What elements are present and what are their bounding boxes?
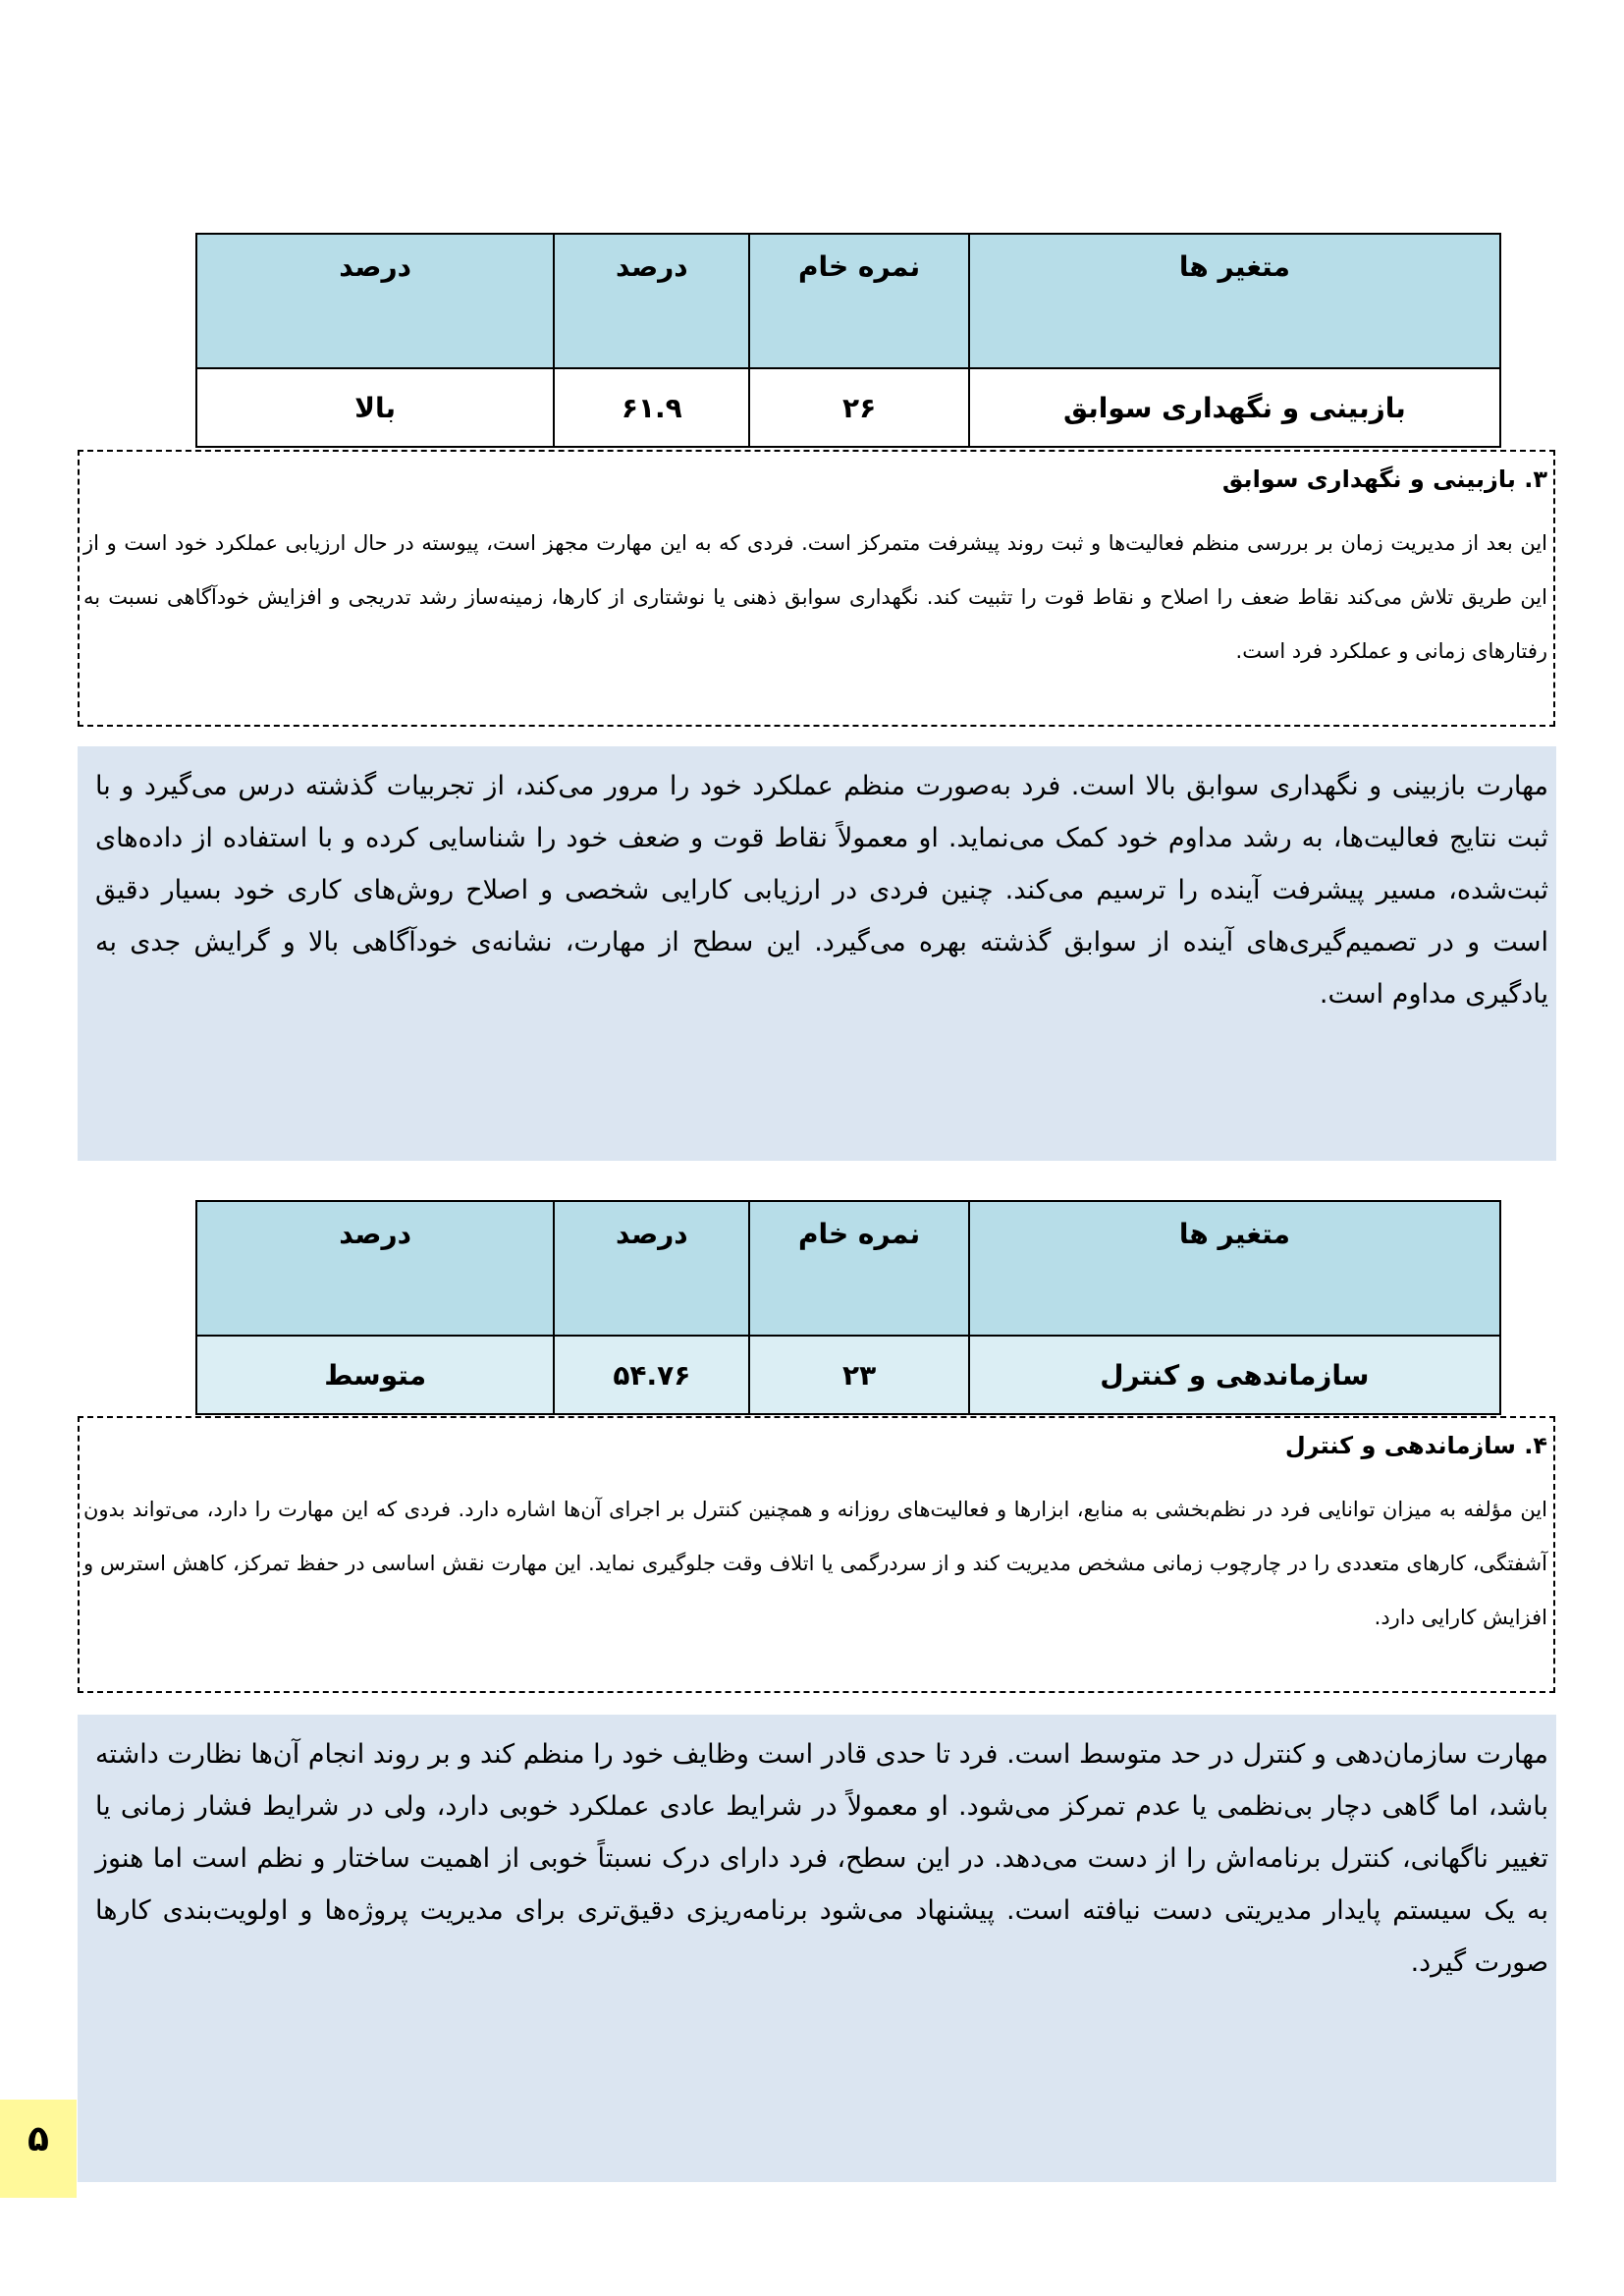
cell-variable: بازبینی و نگهداری سوابق [969,368,1500,447]
description-body: این بعد از مدیریت زمان بر بررسی منظم فعالیت‌ها و ثبت روند پیشرفت متمرکز است. فردی که به این مهارت مجهز است، پیوسته در حال ارزیابی عملکرد خود است و از این طریق تلاش می‌کند نقاط ضعف را اصلاح و نقاط قوت را تثبیت کند. نگهداری سوابق ذهنی یا نوشتاری از کارها، زمینه‌ساز رشد تدریجی و افزایش خودآگاهی نسبت به رفتارهای زمانی و عملکرد فرد است. [83,531,1547,663]
header-level: درصد [196,234,554,368]
cell-raw-score: ۲۳ [749,1336,968,1414]
description-body: این مؤلفه به میزان توانایی فرد در نظم‌بخشی به منابع، ابزارها و فعالیت‌های روزانه و همچنین کنترل بر اجرای آن‌ها اشاره دارد. فردی که این مهارت را دارد، می‌تواند بدون آشفتگی، کارهای متعددی را در چارچوب زمانی مشخص مدیریت کند و از سردرگمی یا اتلاف وقت جلوگیری نماید. این مهارت نقش اساسی در حفظ تمرکز، کاهش استرس و افزایش کارایی دارد. [83,1498,1547,1629]
header-level: درصد [196,1201,554,1336]
header-variables: متغیر ها [969,1201,1500,1336]
header-percent: درصد [554,234,749,368]
description-title: ۴. سازماندهی و کنترل [1284,1432,1547,1459]
table-row [196,368,1500,447]
interpretation-organization-control: مهارت سازمان‌دهی و کنترل در حد متوسط است. فرد تا حدی قادر است وظایف خود را منظم کند و بر روند انجام آن‌ها نظارت داشته باشد، اما گاهی دچار بی‌نظمی یا عدم تمرکز می‌شود. او معمولاً در شرایط عادی عملکرد خوبی دارد، ولی در شرایط فشار زمانی یا تغییر ناگهانی، کنترل برنامه‌اش را از دست می‌دهد. در این سطح، فرد دارای درک نسبتاً خوبی از اهمیت ساختار و نظم است اما هنوز به یک سیستم پایدار مدیریتی دست نیافته است. پیشنهاد می‌شود برنامه‌ریزی دقیق‌تری برای مدیریت پروژه‌ها و اولویت‌بندی کارها صورت گیرد. [78,1715,1556,2182]
header-percent: درصد [554,1201,749,1336]
table-header-row [196,234,1500,368]
description-box-record-review [78,450,1555,727]
score-table-organization-control [195,1200,1501,1415]
interpretation-record-review: مهارت بازبینی و نگهداری سوابق بالا است. فرد به‌صورت منظم عملکرد خود را مرور می‌کند، از تجربیات گذشته درس می‌گیرد و با ثبت نتایج فعالیت‌ها، به رشد مداوم خود کمک می‌نماید. او معمولاً نقاط قوت و ضعف خود را شناسایی کرده و با استفاده از داده‌های ثبت‌شده، مسیر پیشرفت آینده را ترسیم می‌کند. چنین فردی در ارزیابی کارایی شخصی و اصلاح روش‌های کاری خود بسیار دقیق است و در تصمیم‌گیری‌های آینده از سوابق گذشته بهره می‌گیرد. این سطح از مهارت، نشانه‌ی خودآگاهی بالا و گرایش جدی به یادگیری مداوم است. [78,746,1556,1161]
header-variables: متغیر ها [969,234,1500,368]
description-title: ۳. بازبینی و نگهداری سوابق [1221,465,1547,493]
table-row [196,1336,1500,1414]
score-table-record-review [195,233,1501,448]
table-header-row [196,1201,1500,1336]
page-number: ۵ [0,2100,77,2198]
header-raw-score: نمره خام [749,234,968,368]
cell-raw-score: ۲۶ [749,368,968,447]
cell-percent: ۵۴.۷۶ [554,1336,749,1414]
cell-level: متوسط [196,1336,554,1414]
cell-level: بالا [196,368,554,447]
cell-percent: ۶۱.۹ [554,368,749,447]
header-raw-score: نمره خام [749,1201,968,1336]
description-box-organization-control [78,1416,1555,1693]
cell-variable: سازماندهی و کنترل [969,1336,1500,1414]
